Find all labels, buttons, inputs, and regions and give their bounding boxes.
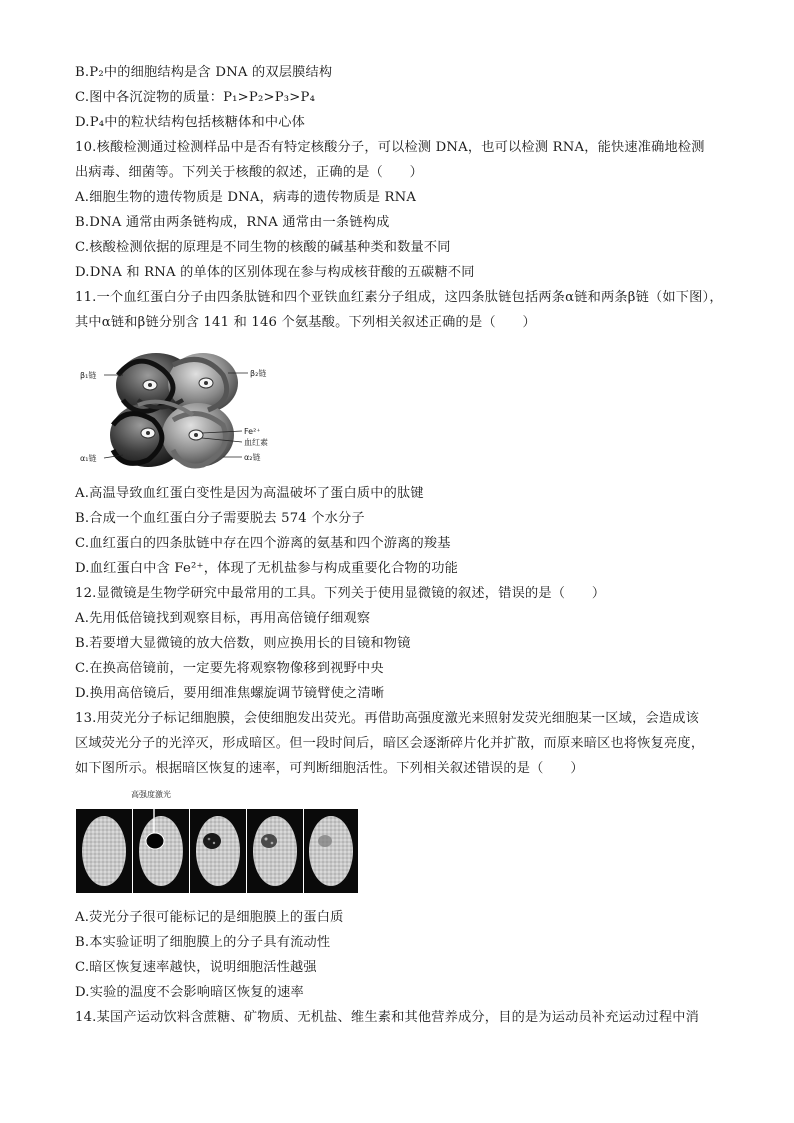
q10-option-a: A.细胞生物的遗传物质是 DNA，病毒的遗传物质是 RNA: [75, 190, 417, 205]
label-heme: 血红素: [244, 438, 268, 447]
q9-option-d: D.P₄中的粒状结构包括核糖体和中心体: [75, 115, 306, 130]
q10-stem-line1: 10.核酸检测通过检测样品中是否有特定核酸分子，可以检测 DNA，也可以检测 RNA，能快速准确地检测: [75, 140, 705, 155]
q13-option-a: A.荧光分子很可能标记的是细胞膜上的蛋白质: [75, 910, 344, 925]
q10-option-c: C.核酸检测依据的原理是不同生物的核酸的碱基种类和数量不同: [75, 240, 451, 255]
q12-option-a: A.先用低倍镜找到观察目标，再用高倍镜仔细观察: [75, 611, 371, 626]
q11-option-b: B.合成一个血红蛋白分子需要脱去 574 个水分子: [75, 511, 365, 526]
q10-option-d: D.DNA 和 RNA 的单体的区别体现在参与构成核苷酸的五碳糖不同: [75, 265, 475, 280]
q12-option-b: B.若要增大显微镜的放大倍数，则应换用长的目镜和物镜: [75, 636, 411, 651]
q12-stem-line1: 12.显微镜是生物学研究中最常用的工具。下列关于使用显微镜的叙述，错误的是（ ）: [75, 586, 606, 601]
q14-stem-line1: 14.某国产运动饮料含蔗糖、矿物质、无机盐、维生素和其他营养成分，目的是为运动员补充运动过程中消: [75, 1010, 700, 1025]
cell-panel-3: [190, 809, 246, 893]
q9-option-b: B.P₂中的细胞结构是含 DNA 的双层膜结构: [75, 65, 333, 80]
label-alpha2-chain: α₂链: [244, 453, 261, 462]
label-high-intensity-laser: 高强度激光: [131, 790, 171, 799]
q12-option-c: C.在换高倍镜前，一定要先将观察物像移到视野中央: [75, 661, 384, 676]
cell-panel-2: [133, 809, 189, 893]
fluorescence-recovery-figure: [76, 787, 358, 895]
q11-stem-line2: 其中α链和β链分别含 141 和 146 个氨基酸。下列相关叙述正确的是（ ）: [75, 315, 536, 330]
label-fe-ion: Fe²⁺: [244, 427, 261, 436]
q11-option-c: C.血红蛋白的四条肽链中存在四个游离的氨基和四个游离的羧基: [75, 536, 451, 551]
q11-option-d: D.血红蛋白中含 Fe²⁺，体现了无机盐参与构成重要化合物的功能: [75, 561, 459, 576]
cell-panel-1: [76, 809, 132, 893]
hemoglobin-figure: [78, 345, 278, 475]
q10-stem-line2: 出病毒、细菌等。下列关于核酸的叙述，正确的是（ ）: [75, 165, 424, 180]
label-beta2-chain: β₂链: [250, 369, 267, 378]
cell-panel-5: [304, 809, 358, 893]
q13-option-d: D.实验的温度不会影响暗区恢复的速率: [75, 985, 304, 1000]
q13-option-c: C.暗区恢复速率越快，说明细胞活性越强: [75, 960, 317, 975]
q13-option-b: B.本实验证明了细胞膜上的分子具有流动性: [75, 935, 331, 950]
q13-stem-line3: 如下图所示。根据暗区恢复的速率，可判断细胞活性。下列相关叙述错误的是（ ）: [75, 761, 584, 776]
q12-option-d: D.换用高倍镜后，要用细准焦螺旋调节镜臂使之清晰: [75, 686, 385, 701]
q10-option-b: B.DNA 通常由两条链构成，RNA 通常由一条链构成: [75, 215, 390, 230]
label-beta1-chain: β₁链: [80, 371, 97, 380]
q13-stem-line2: 区域荧光分子的光淬灭，形成暗区。但一段时间后，暗区会逐渐碎片化并扩散，而原来暗区也将恢复亮度，: [75, 736, 705, 751]
label-alpha1-chain: α₁链: [80, 454, 97, 463]
q9-option-c: C.图中各沉淀物的质量：P₁>P₂>P₃>P₄: [75, 90, 316, 105]
q13-stem-line1: 13.用荧光分子标记细胞膜，会使细胞发出荧光。再借助高强度激光来照射发荧光细胞某一区域，会造成该: [75, 711, 700, 726]
q11-stem-line1: 11.一个血红蛋白分子由四条肽链和四个亚铁血红素分子组成，这四条肽链包括两条α链和两条β链（如下图），: [75, 290, 723, 305]
cell-panel-4: [247, 809, 303, 893]
q11-option-a: A.高温导致血红蛋白变性是因为高温破坏了蛋白质中的肽键: [75, 486, 424, 501]
hemoglobin-structure: [110, 353, 238, 467]
